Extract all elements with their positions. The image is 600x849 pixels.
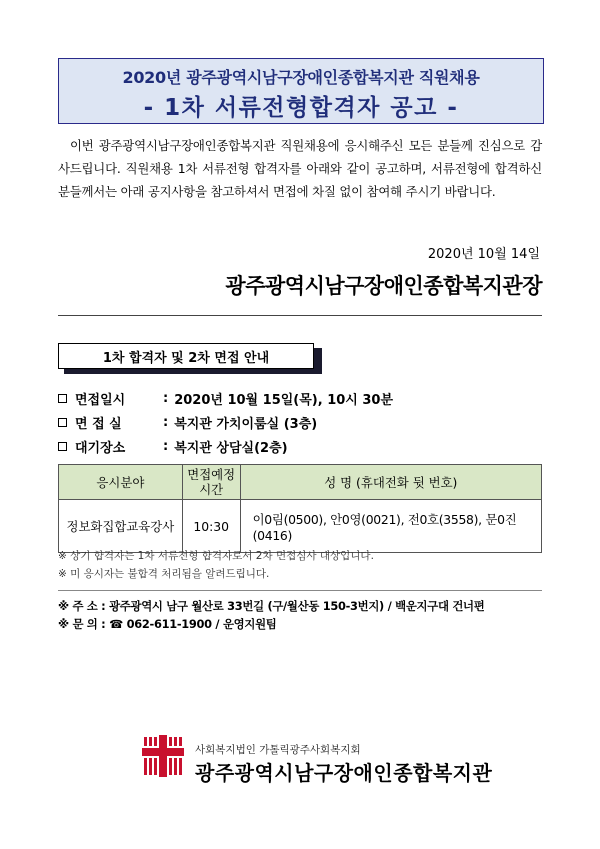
info-colon: : — [163, 415, 169, 430]
info-label: 면 접 실 — [75, 417, 122, 432]
section-title: 1차 합격자 및 2차 면접 안내 — [58, 343, 314, 369]
intro-paragraph: 이번 광주광역시남구장애인종합복지관 직원채용에 응시해주신 모든 분들께 진심으로 감사드립니다. 직원채용 1차 서류전형 합격자를 아래와 같이 공고하며, 서류전형에 합격하신 분들께서는 아래 공지사항을 참고하셔서 면접에 차질 없이 참여해 주시기 바랍니다. — [58, 138, 542, 199]
info-interview-datetime — [58, 389, 393, 408]
divider — [58, 590, 542, 591]
header-field: 응시분야 — [59, 465, 183, 500]
result-table — [58, 464, 542, 553]
info-colon: : — [163, 391, 169, 406]
checkbox-square-icon — [58, 442, 67, 451]
table-header-row — [59, 465, 542, 500]
header-names: 성 명 (휴대전화 뒷 번호) — [240, 465, 541, 500]
header-time: 면접예정 시간 — [182, 465, 240, 500]
divider — [58, 315, 542, 316]
title-banner — [58, 58, 544, 124]
info-interview-room — [58, 413, 317, 432]
contact-address: ※ 주 소 : 광주광역시 남구 월산로 33번길 (구/월산동 150-3번지) / 백운지구대 건너편 — [58, 599, 485, 613]
footer-organization-name: 광주광역시남구장애인종합복지관 — [195, 761, 493, 785]
title-line-1: 2020년 광주광역시남구장애인종합복지관 직원채용 — [122, 68, 480, 87]
info-value: 2020년 10월 15일(목), 10시 30분 — [174, 393, 394, 408]
info-value: 복지관 가치이룸실 (3층) — [174, 417, 318, 432]
contact-phone: ※ 문 의 : ☎ 062-611-1900 / 운영지원팀 — [58, 617, 277, 631]
table-row — [59, 500, 542, 553]
cell-names: 이0림(0500), 안0영(0021), 전0호(3558), 문0진(0416) — [240, 500, 541, 553]
catholic-cross-logo-icon — [142, 735, 184, 777]
info-waiting-room — [58, 437, 288, 456]
footer-foundation-name: 사회복지법인 가톨릭광주사회복지회 — [195, 744, 361, 756]
cell-field: 정보화집합교육강사 — [59, 500, 183, 553]
note-2: ※ 미 응시자는 불합격 처리됨을 알려드립니다. — [58, 568, 270, 580]
cell-time: 10:30 — [182, 500, 240, 553]
title-line-2: - 1차 서류전형합격자 공고 - — [143, 95, 459, 121]
checkbox-square-icon — [58, 394, 67, 403]
info-colon: : — [163, 439, 169, 454]
announcement-date: 2020년 10월 14일 — [427, 247, 540, 262]
info-value: 복지관 상담실(2층) — [174, 441, 288, 456]
info-label: 면접일시 — [75, 393, 126, 408]
info-label: 대기장소 — [75, 441, 126, 456]
note-1: ※ 상기 합격자는 1차 서류전형 합격자로서 2차 면접심사 대상입니다. — [58, 550, 374, 562]
checkbox-square-icon — [58, 418, 67, 427]
organization-signature: 광주광역시남구장애인종합복지관장 — [225, 274, 542, 298]
